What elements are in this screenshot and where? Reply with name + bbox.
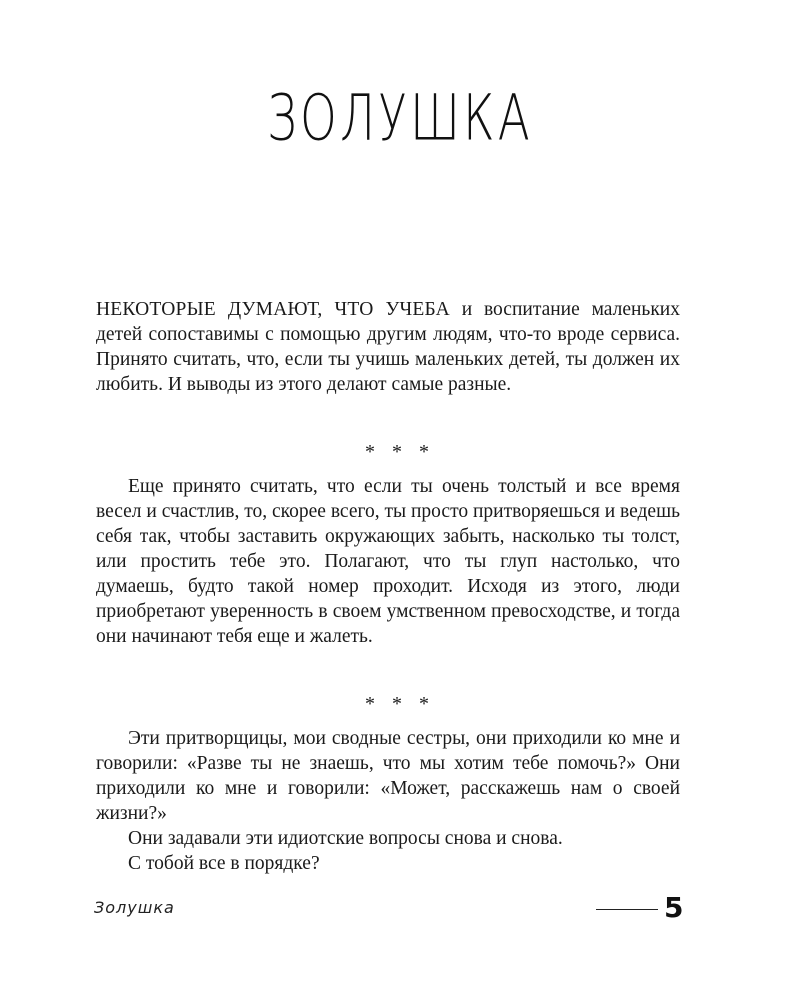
section-3-paragraph: С тобой все в порядке? [128,853,320,874]
page-number: 5 [664,891,684,924]
chapter-title: ЗОЛУШКА [267,82,533,156]
section-3 [96,726,680,876]
section-separator: * * * [365,693,435,715]
running-title: Золушка [94,898,175,917]
section-2 [96,474,680,649]
section-separator: * * * [365,441,435,463]
lead-in-caps: НЕКОТОРЫЕ ДУМАЮТ, ЧТО УЧЕБА [96,299,450,320]
footer-rule [596,909,658,910]
section-3-paragraph: Они задавали эти идиотские вопросы снова и снова. [128,828,563,849]
section-1-paragraph [96,297,680,397]
section-3-paragraph: Эти притворщицы, мои сводные сестры, они приходили ко мне и говорили: «Разве ты не знаешь, что мы хотим тебе помочь?» Они приходили ко мне и говорили: «Может, расскажешь нам о своей жизни?» [96,728,680,824]
section-2-paragraph: Еще принято считать, что если ты очень толстый и все время весел и счастлив, то, скорее всего, ты просто притворяешься и ведешь себя так, чтобы заставить окружающих забыть, насколько ты толст, или простить тебе это. Полагают, что ты глуп настолько, что думаешь, будто такой номер проходит. Исходя из этого, люди приобретают уверенность в своем умственном превосходстве, и тогда они начинают тебя еще и жалеть. [96,476,680,647]
section-1 [96,297,680,397]
section-1-text: и воспитание маленьких детей сопоставимы с помощью другим людям, что-то вроде сервиса. Принято считать, что, если ты учишь маленьких детей, ты должен их любить. И выводы из этого делают самые разные. [96,299,680,395]
